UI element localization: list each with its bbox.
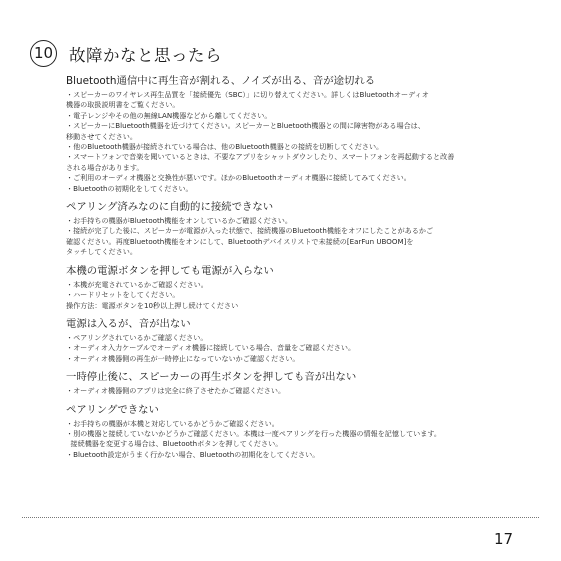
page-title: 故障かなと思ったら: [69, 45, 222, 65]
body-line: ・オーディオ機器側の再生が一時停止になっていないかご確認ください。: [66, 353, 300, 363]
section-power: [66, 264, 506, 311]
body-line: ・接続が完了した後に、スピーカーが電源が入った状態で、接続機器のBluetooth機能をオフにしたことがあるかご: [66, 226, 434, 236]
body-line: ・スピーカーのワイヤレス再生品質を「接続優先（SBC）」に切り替えてください。詳しくはBluetoothオーディオ: [66, 90, 429, 99]
section-bluetooth-noise: [66, 74, 506, 194]
section-heading: ペアリング済みなのに自動的に接続できない: [66, 201, 274, 214]
section-heading: Bluetooth通信中に再生音が割れる、ノイズが出る、音が途切れる: [66, 75, 376, 87]
body-line: ・ペアリングされているかご確認ください。: [66, 332, 208, 342]
body-line: ・電子レンジやその他の無線LAN機器などから離してください。: [66, 110, 272, 120]
body-line: ・本機が充電されているかご確認ください。: [66, 279, 208, 289]
section-heading: 電源は入るが、音が出ない: [66, 317, 191, 330]
body-line: ・Bluetooth設定がうまく行かない場合、Bluetoothの初期化をしてください。: [66, 449, 320, 459]
body-line: ・お手持ちの機器がBluetooth機能をオンしているかご確認ください。: [66, 216, 292, 226]
page-header: [30, 40, 222, 67]
section-heading: ペアリングできない: [66, 403, 159, 416]
section-no-sound: [66, 317, 506, 364]
body-line: 接続機器を変更する場合は、Bluetoothボタンを押してください。: [66, 439, 283, 449]
section-heading: 本機の電源ボタンを押しても電源が入らない: [66, 264, 274, 277]
body-line: ・他のBluetooth機器が接続されている場合は、他のBluetooth機器との接続を切断してください。: [66, 142, 384, 152]
body-line: ・ハードリセットをしてください。: [66, 290, 180, 300]
body-line: ・ご利用のオーディオ機器と交換性が悪いです。ほかのBluetoothオーディオ機器に接続してみてください。: [66, 173, 411, 183]
section-auto-connect: [66, 200, 506, 258]
section-heading: 一時停止後に、スピーカーの再生ボタンを押しても音が出ない: [66, 371, 357, 384]
body-line: ・Bluetoothの初期化をしてください。: [66, 183, 193, 193]
section-pause-play: [66, 370, 506, 396]
body-line: ・スピーカーにBluetooth機器を近づけてください。スピーカーとBluetooth機器との間に障害物がある場合は、: [66, 121, 425, 131]
body-line: ・お手持ちの機器が本機と対応しているかどうかご確認ください。: [66, 418, 279, 428]
section-number: 10: [33, 44, 54, 62]
body-line: 移動させてください。: [66, 131, 137, 141]
dotted-divider: [22, 517, 539, 518]
troubleshooting-content: [66, 74, 506, 466]
section-number-badge: [30, 40, 57, 67]
body-line: 操作方法：電源ボタンを10秒以上押し続けてください: [66, 300, 239, 310]
body-line: ・スマートフォンで音楽を聞いているときは、不要なアプリをシャットダウンしたり、スマートフォンを再起動すると改善: [66, 152, 455, 162]
body-line: 機器の取扱説明書をご覧ください。: [66, 100, 180, 110]
page-number: 17: [494, 530, 514, 548]
body-line: される場合があります。: [66, 162, 144, 172]
section-pairing-fail: [66, 403, 506, 461]
body-line: タッチしてください。: [66, 247, 137, 257]
body-line: ・オーディオ機器側のアプリは完全に終了させたかご確認ください。: [66, 386, 286, 396]
body-line: 確認ください。再度Bluetooth機能をオンにして、Bluetoothデバイスリストで未接続の[EarFun UBOOM]を: [66, 236, 414, 246]
body-line: ・別の機器と接続していないかどうかご確認ください。本機は一度ペアリングを行った機器の情報を記憶しています。: [66, 428, 441, 438]
body-line: ・オーディオ入力ケーブルでオーディオ機器に接続している場合、音量をご確認ください。: [66, 343, 356, 353]
